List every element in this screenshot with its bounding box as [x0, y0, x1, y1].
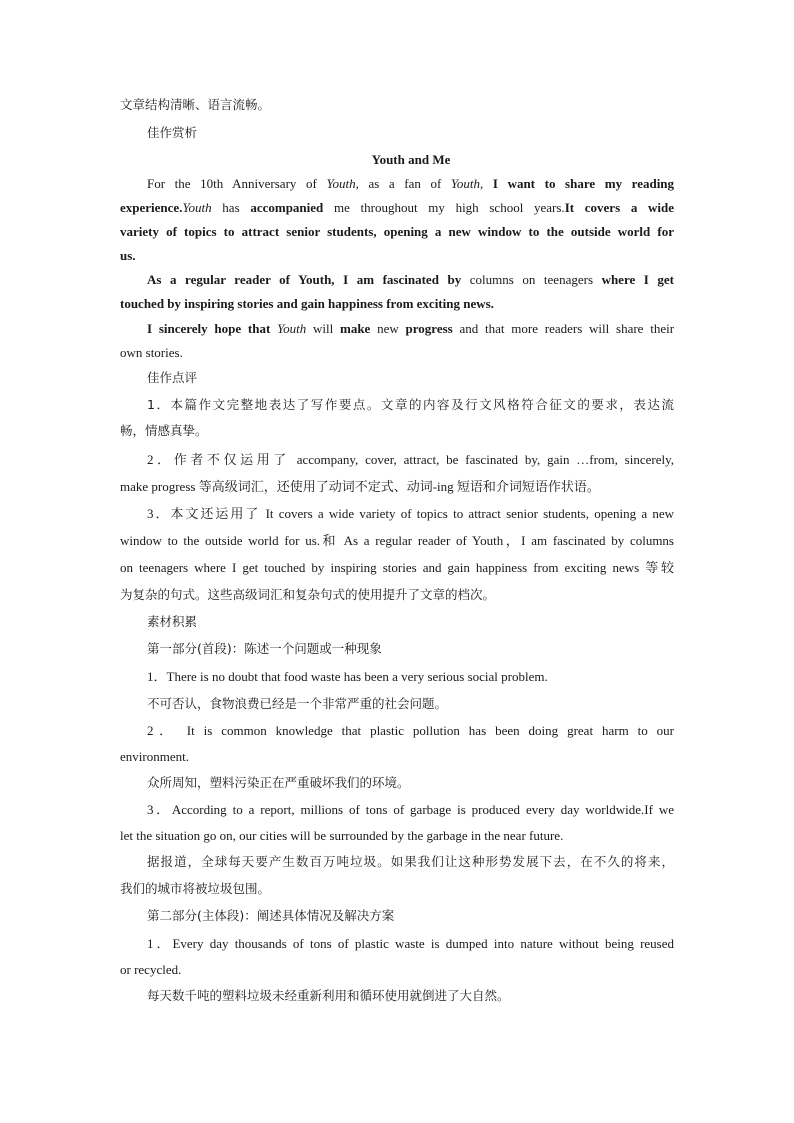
section-heading-comment: 佳作点评	[147, 370, 198, 385]
part2-sentence1-en-line2: or recycled.	[120, 962, 182, 977]
section-heading-material: 素材积累	[147, 614, 198, 629]
part1-sentence3-en-line1: 3．According to a report, millions of tons of garbage is produced every day worldwide.If we	[147, 802, 674, 817]
bold-phrase: I sincerely hope that	[147, 321, 271, 336]
comment-2-line1: 2．作者不仅运用了 accompany, cover, attract, be fascinated by, gain …from, sincerely,	[147, 452, 674, 467]
part1-heading: 第一部分(首段)：陈述一个问题或一种现象	[147, 641, 382, 656]
bold-phrase: touched by inspiring stories and gain happiness from exciting news.	[120, 296, 494, 311]
essay-title: Youth and Me	[371, 152, 451, 167]
text-span: For the 10th Anniversary of	[147, 176, 317, 191]
part1-sentence1-cn: 不可否认，食物浪费已经是一个非常严重的社会问题。	[147, 696, 448, 711]
bold-phrase: It covers a wide	[564, 200, 675, 215]
essay-p1-line3	[120, 223, 674, 241]
essay-p2-line1	[147, 271, 674, 289]
part1-sentence2-cn: 众所周知，塑料污染正在严重破坏我们的环境。	[147, 775, 410, 790]
comment-1-line2: 畅，情感真挚。	[120, 423, 208, 438]
part1-sentence1-en: 1．There is no doubt that food waste has been a very serious social problem.	[147, 669, 548, 684]
italic-title: Youth,	[450, 176, 484, 191]
bold-phrase: where I get	[601, 272, 675, 287]
part1-sentence3-cn-line2: 我们的城市将被垃圾包围。	[120, 881, 271, 896]
part1-sentence3-cn-line1: 据报道，全球每天要产生数百万吨垃圾。如果我们让这种形势发展下去，在不久的将来，	[147, 854, 674, 869]
text-span: will	[313, 321, 334, 336]
text-span: columns on teenagers	[469, 272, 593, 287]
intro-line: 文章结构清晰、语言流畅。	[120, 97, 271, 112]
comment-3-line1: 3．本文还运用了 It covers a wide variety of topics to attract senior students, opening a new	[147, 506, 674, 521]
part2-heading: 第二部分(主体段)：阐述具体情况及解决方案	[147, 908, 395, 923]
part1-sentence2-en-line1: 2． It is common knowledge that plastic pollution has been doing great harm to our	[147, 723, 674, 738]
section-heading-appreciation: 佳作赏析	[147, 125, 198, 140]
text-span: and that more readers will share their	[459, 321, 675, 336]
part1-sentence3-en-line2: let the situation go on, our cities will be surrounded by the garbage in the near future.	[120, 828, 564, 843]
text-span: as a fan of	[368, 176, 442, 191]
bold-phrase: variety of topics to attract senior students, opening a new window to the outside world for	[120, 224, 674, 239]
essay-p2-line2	[120, 295, 674, 313]
comment-1-line1: 1．本篇作文完整地表达了写作要点。文章的内容及行文风格符合征文的要求，表达流	[147, 397, 674, 412]
part2-sentence1-cn: 每天数千吨的塑料垃圾未经重新利用和循环使用就倒进了大自然。	[147, 988, 510, 1003]
part2-sentence1-en-line1: 1．Every day thousands of tons of plastic waste is dumped into nature without being reused	[147, 936, 674, 951]
bold-phrase: accompanied	[250, 200, 324, 215]
comment-3-line3: on teenagers where I get touched by inspiring stories and gain happiness from exciting news 等较	[120, 560, 674, 575]
essay-p1-line1	[147, 175, 674, 193]
text-span: new	[377, 321, 399, 336]
essay-p3-line1	[147, 320, 674, 338]
essay-p1-line2	[120, 199, 674, 217]
bold-phrase: progress	[405, 321, 453, 336]
text-span: me throughout my high school years.	[333, 200, 565, 215]
bold-phrase: us.	[120, 248, 136, 263]
comment-2-line2: make progress 等高级词汇，还使用了动词不定式、动词-ing 短语和介词短语作状语。	[120, 479, 600, 494]
bold-phrase: I want to share my reading	[492, 176, 675, 191]
text-span: has	[222, 200, 240, 215]
bold-phrase: As a regular reader of Youth, I am fascinated by	[147, 272, 462, 287]
italic-title: Youth,	[326, 176, 359, 191]
comment-3-line2: window to the outside world for us.和 As a regular reader of Youth，I am fascinated by columns	[120, 533, 674, 548]
bold-phrase: make	[340, 321, 371, 336]
italic-title: Youth	[277, 321, 307, 336]
essay-p1-line4	[120, 247, 674, 265]
essay-p3-line2: own stories.	[120, 345, 183, 360]
comment-3-line4: 为复杂的句式。这些高级词汇和复杂句式的使用提升了文章的档次。	[120, 587, 496, 602]
bold-phrase: experience.	[120, 200, 183, 215]
italic-title: Youth	[182, 200, 212, 215]
part1-sentence2-en-line2: environment.	[120, 749, 189, 764]
